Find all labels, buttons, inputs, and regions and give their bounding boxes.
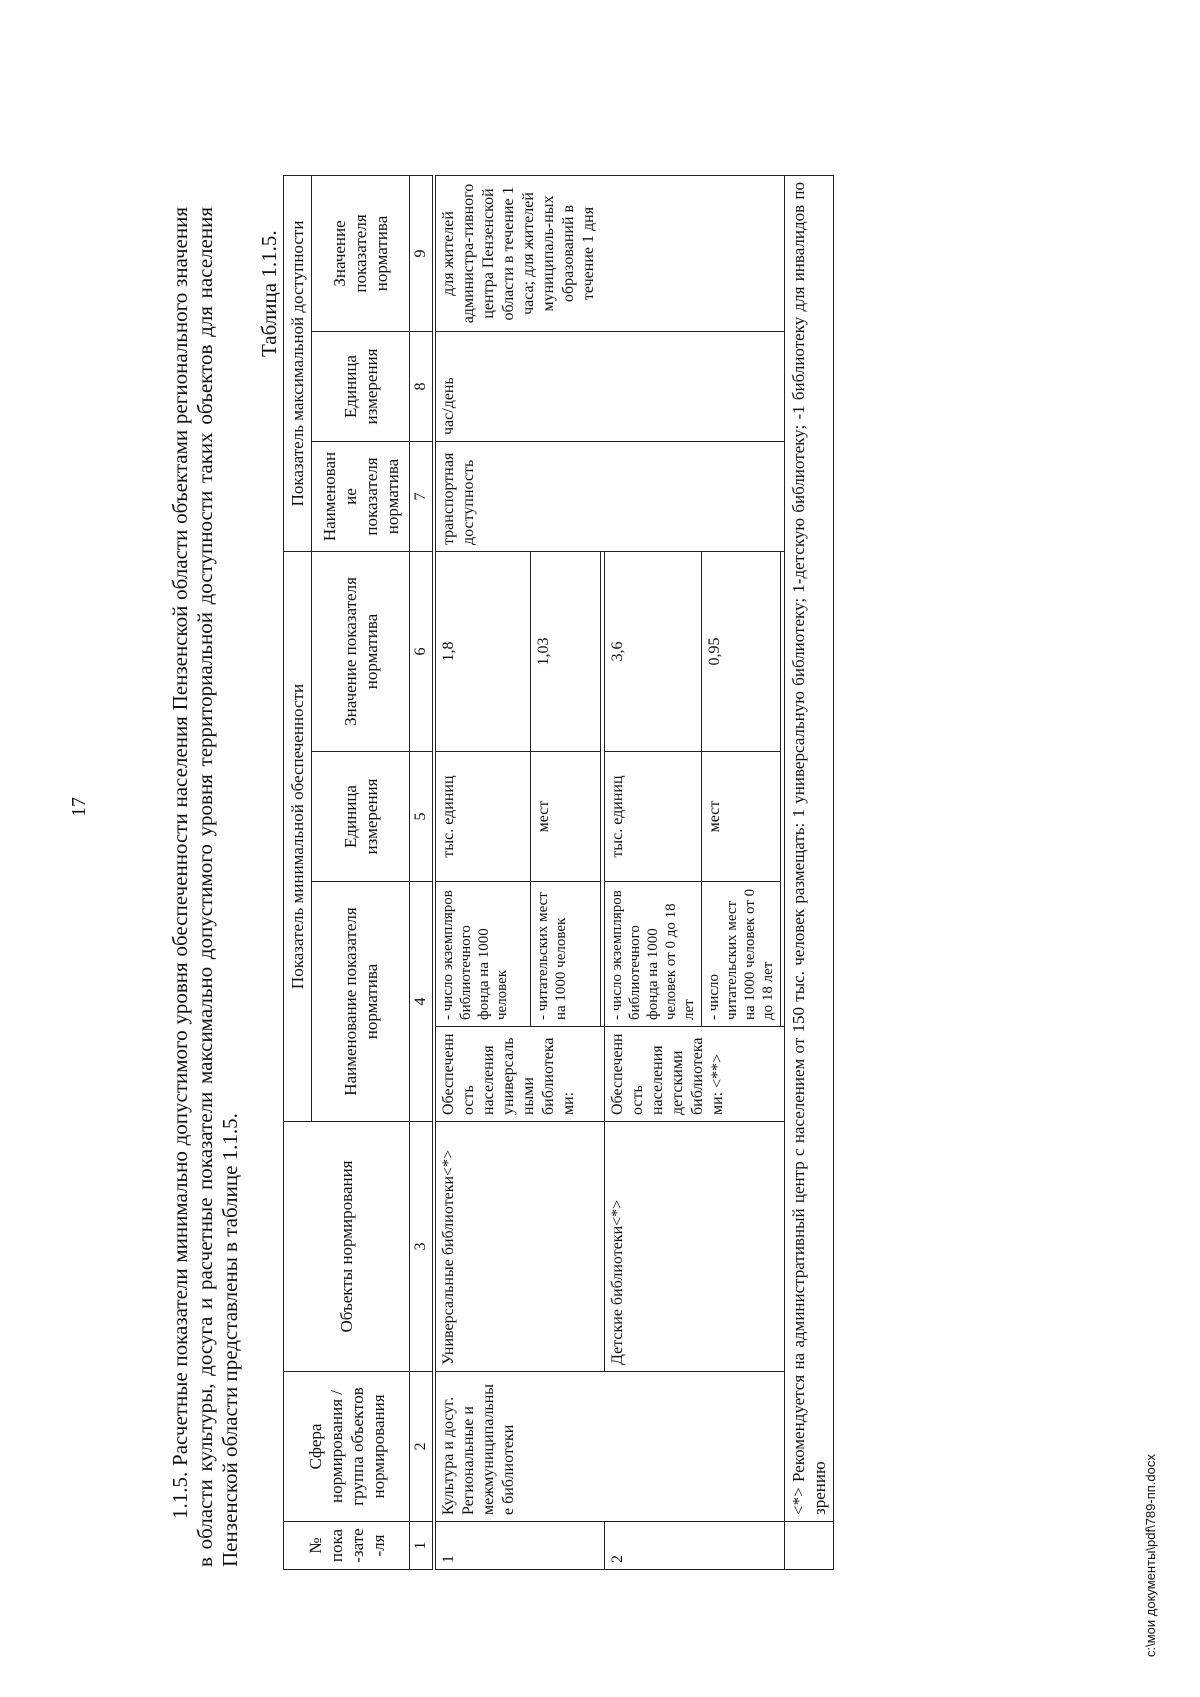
row2-name-main: Обеспеченность населения детскими библиотеками: <**> — [604, 1027, 784, 1122]
col-number: 3 — [410, 1122, 435, 1372]
header-max-name: Наименование показателя норматива — [312, 442, 410, 552]
row1-num: 1 — [434, 1522, 604, 1570]
col-number: 7 — [410, 442, 435, 552]
row2-sub2-unit: мест — [701, 752, 780, 882]
col-number: 1 — [410, 1522, 435, 1570]
row2-sub1-value: 3,6 — [604, 552, 701, 752]
intro-paragraph — [168, 207, 243, 1567]
row2-sub2-name: - число читательских мест на 1000 человек от 0 до 18 лет — [701, 882, 780, 1027]
row1-sub2-unit: мест — [530, 752, 600, 882]
row1-sub1-unit: тыс. единиц — [434, 752, 530, 882]
col-number: 2 — [410, 1372, 435, 1522]
intro-text: 1.1.5. Расчетные показатели минимально допустимого уровня обеспеченности населения Пензенской области объектами регионального значения в области культуры, досуга и расчетные показатели максимально допустимого уровня территориальной доступности таких объектов для населения Пензенской области представлены в таблице 1.1.5. — [168, 207, 242, 1567]
header-max-group: Показатель максимальной доступности — [284, 175, 312, 551]
row2-object: Детские библиотеки<*> — [604, 1122, 784, 1372]
row2-sub1-name: - число экземпляров библиотечного фонда на 1000 человек от 0 до 18 лет — [604, 882, 701, 1027]
col-number: 5 — [410, 752, 435, 882]
col-number: 8 — [410, 332, 435, 442]
footnote-row — [784, 175, 833, 1569]
header-max-unit: Единица измерения — [312, 332, 410, 442]
table-row — [434, 175, 530, 1569]
col-number: 6 — [410, 552, 435, 752]
footnote: <*> Рекомендуется на административный центр с населением от 150 тыс. человек размещать: 1 универсальную библиотеку; 1-детскую библиотеку; -1 библиотеку для инвалидов по зрению — [784, 175, 833, 1521]
row2-sub2-value: 0,95 — [701, 552, 780, 752]
row1-max-unit: час/день — [434, 332, 784, 442]
header-sphere: Сфера нормирования / группа объектов нормирования — [284, 1372, 410, 1522]
table-caption: Таблица 1.1.5. — [257, 230, 281, 357]
row1-sub2-value: 1,03 — [530, 552, 600, 752]
column-number-row — [410, 175, 435, 1569]
col-number: 9 — [410, 175, 435, 331]
row1-name-main: Обеспеченность населения универсальными библиотеками: — [434, 1027, 604, 1122]
row1-sub2-name: - читательских мест на 1000 человек — [530, 882, 600, 1027]
row2-num: 2 — [604, 1522, 784, 1570]
header-min-name: Наименование показателя норматива — [312, 882, 410, 1122]
standards-table — [283, 175, 834, 1570]
header-min-group: Показатель минимальной обеспеченности — [284, 552, 312, 1122]
col-number: 4 — [410, 882, 435, 1122]
header-objects: Объекты нормирования — [284, 1122, 410, 1372]
row1-sphere: Культура и досуг. Региональные и межмуниципальные библиотеки — [434, 1372, 784, 1522]
header-min-value: Значение показателя норматива — [312, 552, 410, 752]
header-max-value: Значение показателя норматива — [312, 175, 410, 331]
row1-sub1-name: - число экземпляров библиотечного фонда на 1000 человек — [434, 882, 530, 1027]
row2-sub1-unit: тыс. единиц — [604, 752, 701, 882]
file-path: c:\мои документы\pdf\789-пп.docx — [1143, 1454, 1158, 1657]
row1-object: Универсальные библиотеки<*> — [434, 1122, 604, 1372]
header-min-unit: Единица измерения — [312, 752, 410, 882]
page-number: 17 — [68, 797, 90, 817]
header-num: № пока-зате-ля — [284, 1522, 410, 1570]
row1-max-name: транспортная доступность — [434, 442, 784, 552]
row1-sub1-value: 1,8 — [434, 552, 530, 752]
row1-max-value: для жителей администра-тивного центра Пензенской области в течение 1 часа; для жителей муниципаль-ных образований в течение 1 дня — [434, 175, 784, 331]
